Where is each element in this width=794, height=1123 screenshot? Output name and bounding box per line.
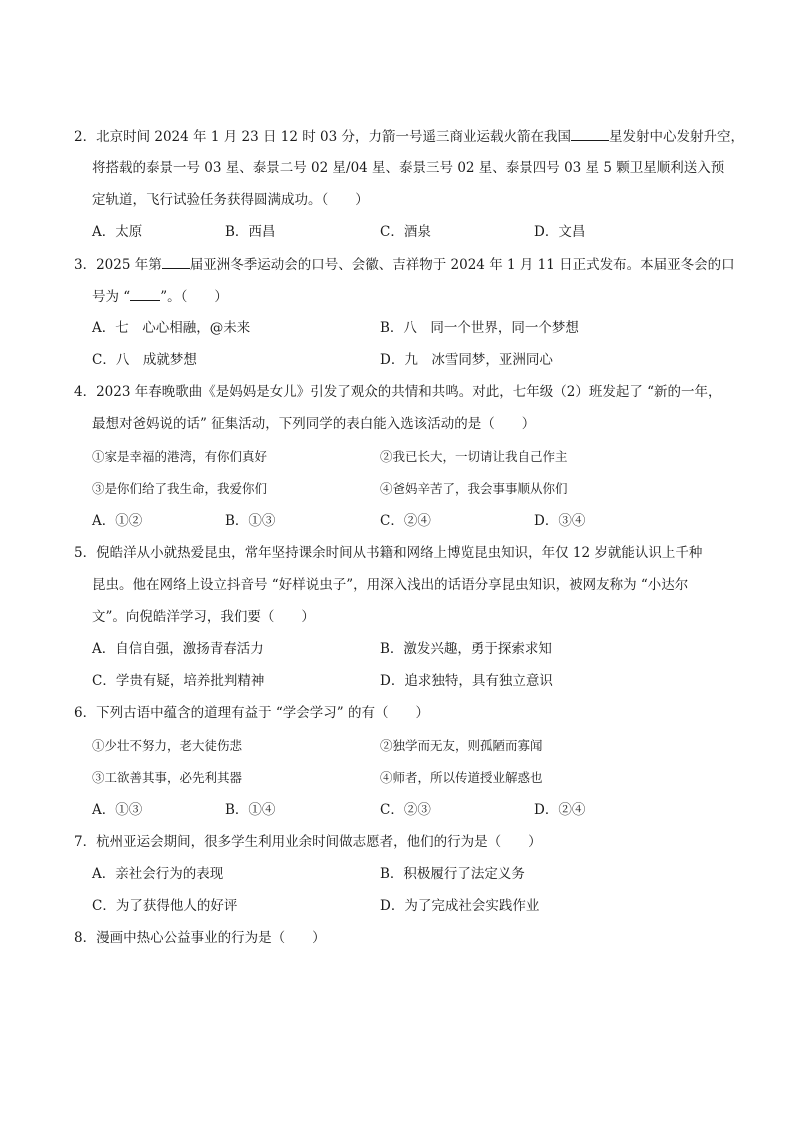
question-4-statement-4: ④爸妈辛苦了，我会事事顺从你们 xyxy=(380,481,568,496)
question-4-stem-line1: 4．2023 年春晚歌曲《是妈妈是女儿》引发了观众的共情和共鸣。对此，七年级（2）班发起了 “新的一年， xyxy=(74,384,722,400)
question-4-statement-1: ①家是幸福的港湾，有你们真好 xyxy=(92,449,268,464)
question-2-option-c[interactable]: C．酒泉 xyxy=(380,224,431,240)
question-2-option-b[interactable]: B．西昌 xyxy=(225,224,276,240)
question-4-option-a[interactable]: A．①② xyxy=(92,513,143,529)
question-5-option-c[interactable]: C．学贵有疑，培养批判精神 xyxy=(92,673,265,689)
question-7-stem-line1: 7．杭州亚运会期间，很多学生利用业余时间做志愿者，他们的行为是（ ） xyxy=(74,834,542,850)
question-4-option-b[interactable]: B．①③ xyxy=(225,513,276,529)
question-4-option-d[interactable]: D．③④ xyxy=(534,513,586,529)
question-3-stem-part4: ”。（ ） xyxy=(160,289,228,305)
question-2-stem-part2: 星发射中心发射升空， xyxy=(608,129,744,145)
question-4-statement-2: ②我已长大，一切请让我自己作主 xyxy=(380,449,568,464)
question-5-stem-line1: 5．倪皓洋从小就热爱昆虫，常年坚持课余时间从书籍和网络上博览昆虫知识，年仅 12 岁就能认识上千种 xyxy=(74,545,703,561)
question-2-stem-part1: 2．北京时间 2024 年 1 月 23 日 12 时 03 分，力箭一号遥三商业运载火箭在我国 xyxy=(74,129,571,145)
question-5-option-b[interactable]: B．激发兴趣，勇于探索求知 xyxy=(380,641,552,657)
question-3-option-b[interactable]: B．八 同一个世界，同一个梦想 xyxy=(380,320,579,336)
question-2-option-d[interactable]: D．文昌 xyxy=(534,224,586,240)
question-6-stem-line1: 6．下列古语中蕴含的道理有益于 “学会学习” 的有（ ） xyxy=(74,705,429,721)
question-3-stem-part2: 届亚洲冬季运动会的口号、会徽、吉祥物于 2024 年 1 月 11 日正式发布。本届亚冬会的口 xyxy=(189,257,735,273)
question-5-stem-line3: 文”。向倪皓洋学习，我们要（ ） xyxy=(92,609,315,625)
question-7-option-a[interactable]: A．亲社会行为的表现 xyxy=(92,866,224,882)
question-7-option-c[interactable]: C．为了获得他人的好评 xyxy=(92,898,238,914)
question-6-option-b[interactable]: B．①④ xyxy=(225,802,276,818)
question-3-option-d[interactable]: D．九 冰雪同梦，亚洲同心 xyxy=(380,352,553,368)
answer-blank xyxy=(130,288,160,301)
question-6-statement-2: ②独学而无友，则孤陋而寡闻 xyxy=(380,738,543,753)
question-5-stem-line2: 昆虫。他在网络上设立抖音号 “好样说虫子”，用深入浅出的话语分享昆虫知识，被网友称为 “小达尔 xyxy=(92,577,689,593)
question-4-statement-3: ③是你们给了我生命，我爱你们 xyxy=(92,481,268,496)
question-5-option-d[interactable]: D．追求独特，具有独立意识 xyxy=(380,673,553,689)
question-5-option-a[interactable]: A．自信自强，激扬青春活力 xyxy=(92,641,264,657)
question-3-option-c[interactable]: C．八 成就梦想 xyxy=(92,352,197,368)
question-3-option-a[interactable]: A．七 心心相融，@未来 xyxy=(92,320,251,336)
question-7-option-d[interactable]: D．为了完成社会实践作业 xyxy=(380,898,540,914)
question-3-stem-part1: 3．2025 年第 xyxy=(74,257,162,273)
question-6-statement-3: ③工欲善其事，必先利其器 xyxy=(92,770,243,785)
question-3-stem-part3: 号为 “ xyxy=(92,289,131,305)
question-6-option-c[interactable]: C．②③ xyxy=(380,802,431,818)
answer-blank xyxy=(571,128,609,141)
question-7-option-b[interactable]: B．积极履行了法定义务 xyxy=(380,866,525,882)
question-6-option-d[interactable]: D．②④ xyxy=(534,802,586,818)
question-6-statement-1: ①少壮不努力，老大徒伤悲 xyxy=(92,738,243,753)
question-4-option-c[interactable]: C．②④ xyxy=(380,513,431,529)
question-6-statement-4: ④师者，所以传道授业解惑也 xyxy=(380,770,543,785)
answer-blank xyxy=(162,256,190,269)
question-8-stem-line1: 8．漫画中热心公益事业的行为是（ ） xyxy=(74,930,326,946)
question-2-stem-line3: 定轨道，飞行试验任务获得圆满成功。（ ） xyxy=(92,192,369,208)
question-2-option-a[interactable]: A．太原 xyxy=(92,224,143,240)
question-4-stem-line2: 最想对爸妈说的话” 征集活动，下列同学的表白能入选该活动的是（ ） xyxy=(92,416,536,432)
question-2-stem-line2: 将搭载的泰景一号 03 星、泰景二号 02 星/04 星、泰景三号 02 星、泰景四号 03 星 5 颗卫星顺利送入预 xyxy=(92,160,725,176)
question-6-option-a[interactable]: A．①③ xyxy=(92,802,143,818)
